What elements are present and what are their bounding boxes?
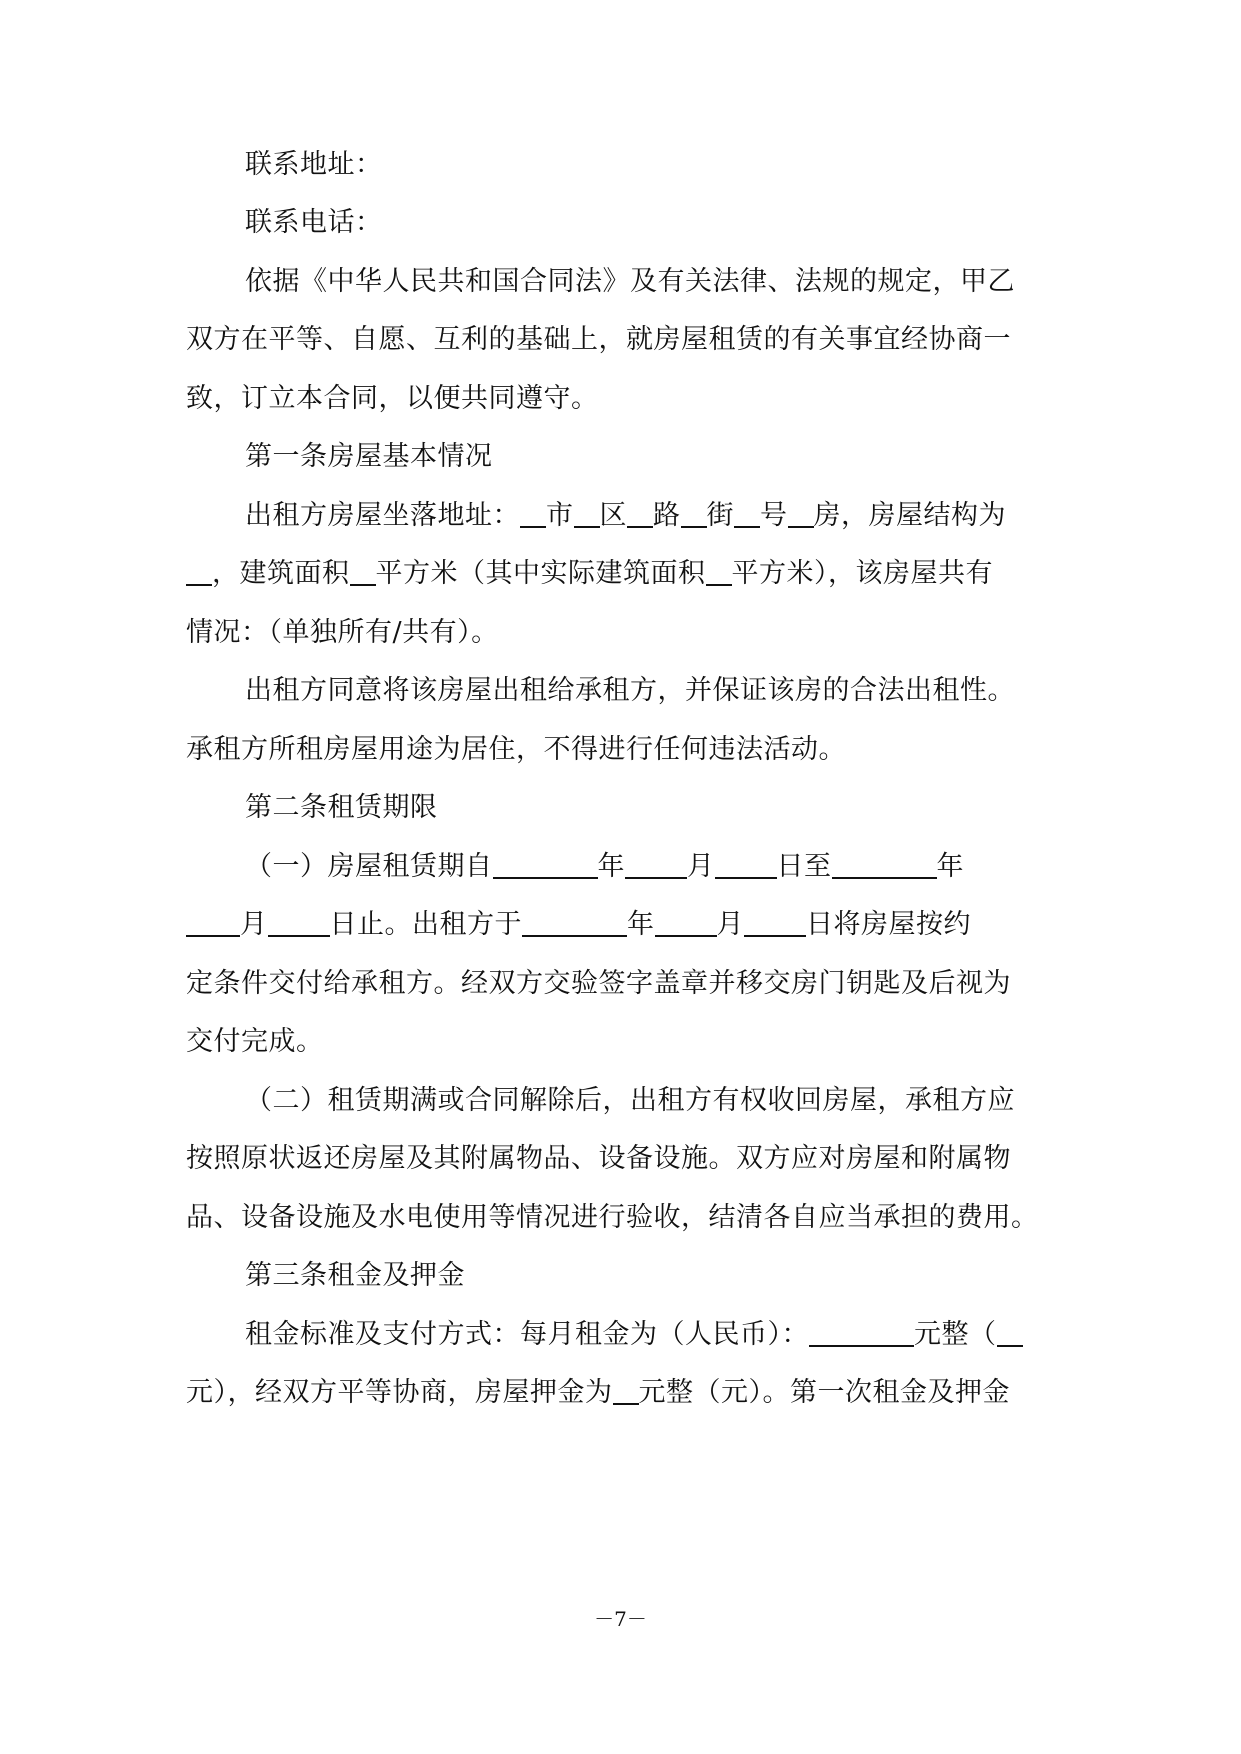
paragraph-line: 出租方同意将该房屋出租给承租方，并保证该房的合法出租性。 <box>245 675 1015 706</box>
blank-field <box>186 558 212 586</box>
section-heading: 第三条租金及押金 <box>245 1260 465 1291</box>
blank-field <box>350 558 376 586</box>
paragraph-line: 按照原状返还房屋及其附属物品、设备设施。双方应对房屋和附属物 <box>186 1143 1011 1174</box>
paragraph-line: 双方在平等、自愿、互利的基础上，就房屋租赁的有关事宜经协商一 <box>186 324 1011 355</box>
blank-field <box>832 851 937 879</box>
section-heading: 第一条房屋基本情况 <box>245 441 493 472</box>
address-fill-line: 出租方房屋坐落地址： 市 区 路 街 号 房，房屋结构为 <box>245 500 1006 531</box>
paragraph-line: 情况：（单独所有/共有）。 <box>186 617 499 648</box>
blank-field <box>493 851 598 879</box>
blank-field <box>997 1319 1023 1347</box>
page-number: －7－ <box>594 1607 647 1631</box>
paragraph-line: 品、设备设施及水电使用等情况进行验收，结清各自应当承担的费用。 <box>186 1202 1039 1233</box>
blank-field <box>613 1377 639 1405</box>
area-fill-line: ，建筑面积 平方米（其中实际建筑面积 平方米），该房屋共有 <box>186 554 993 594</box>
blank-field <box>681 500 707 528</box>
blank-field <box>706 558 732 586</box>
blank-field <box>625 851 687 879</box>
section-heading: 第二条租赁期限 <box>245 792 438 823</box>
blank-field <box>268 909 330 937</box>
blank-field <box>574 500 600 528</box>
rent-fill-line: 元），经双方平等协商，房屋押金为 元整（元）。第一次租金及押金 <box>186 1377 1010 1408</box>
term-fill-line: 月 日止。出租方于 年 月 日将房屋按约 <box>186 905 971 945</box>
blank-field <box>655 909 717 937</box>
contact-phone-line: 联系电话： <box>245 207 383 238</box>
term-fill-line: （一）房屋租赁期自 年 月 日至 年 <box>245 851 964 882</box>
paragraph-line: 定条件交付给承租方。经双方交验签字盖章并移交房门钥匙及后视为 <box>186 968 1011 999</box>
paragraph-line: 交付完成。 <box>186 1026 324 1057</box>
paragraph-line: 致，订立本合同，以便共同遵守。 <box>186 383 599 414</box>
blank-field <box>520 500 546 528</box>
paragraph-line: 承租方所租房屋用途为居住，不得进行任何违法活动。 <box>186 734 846 765</box>
paragraph-line: 依据《中华人民共和国合同法》及有关法律、法规的规定，甲乙 <box>245 266 1015 297</box>
blank-field <box>186 909 240 937</box>
contact-address-line: 联系地址： <box>245 149 383 180</box>
blank-field <box>627 500 653 528</box>
blank-field <box>734 500 760 528</box>
blank-field <box>809 1319 914 1347</box>
blank-field <box>788 500 814 528</box>
blank-field <box>715 851 777 879</box>
rent-fill-line: 租金标准及支付方式：每月租金为（人民币）： 元整（ <box>245 1315 1023 1355</box>
blank-field <box>744 909 806 937</box>
blank-field <box>522 909 627 937</box>
paragraph-line: （二）租赁期满或合同解除后，出租方有权收回房屋，承租方应 <box>245 1085 1015 1116</box>
